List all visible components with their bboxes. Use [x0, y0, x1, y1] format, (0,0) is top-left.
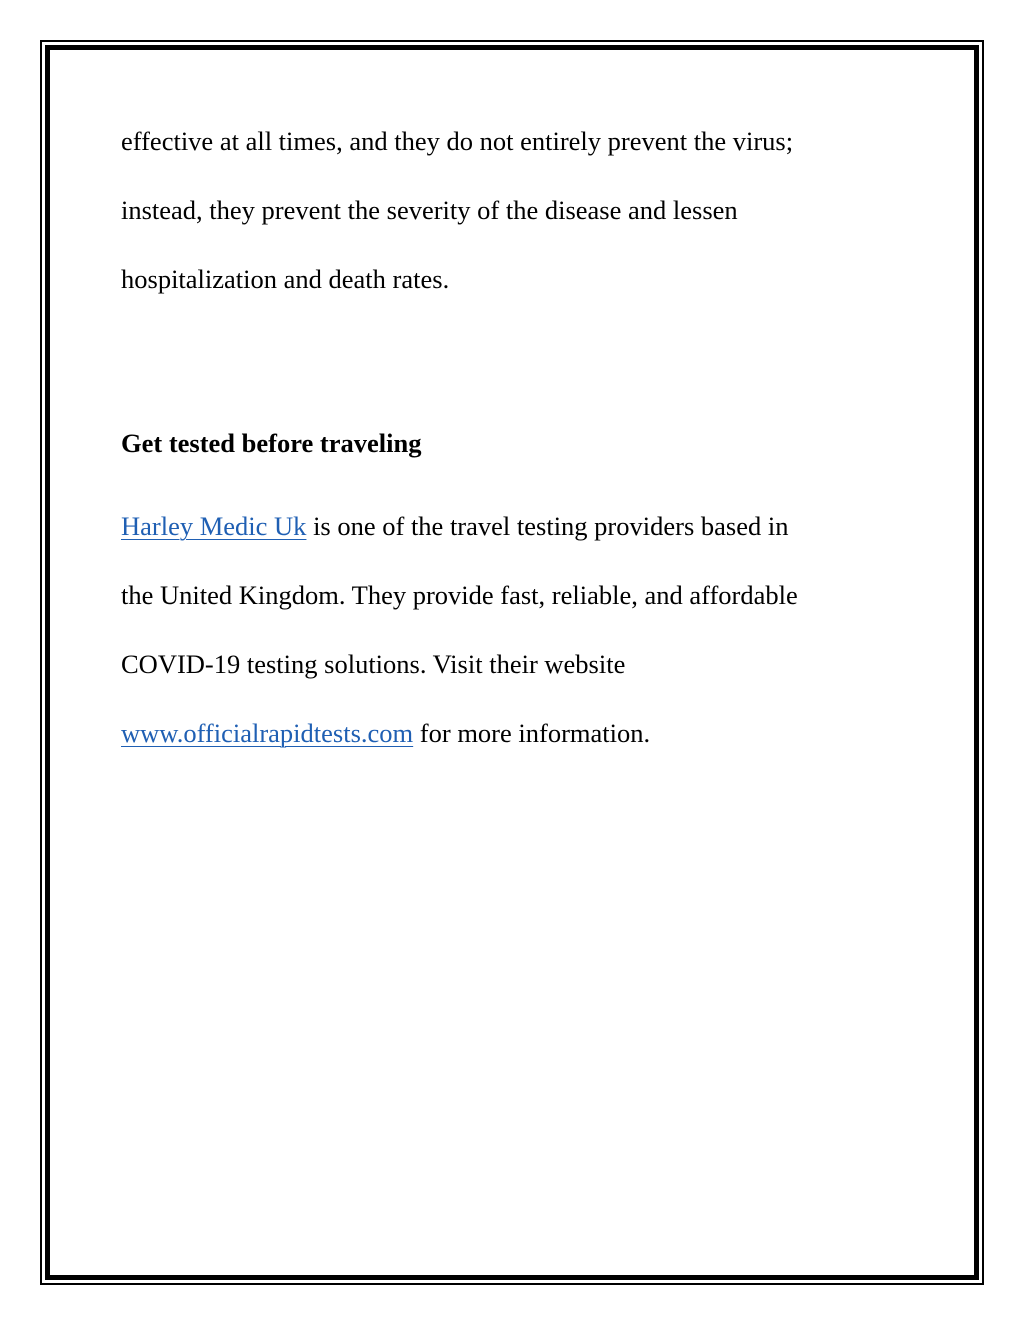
body-text-line: instead, they prevent the severity of the disease and lessen [121, 195, 738, 225]
body-text-line [121, 509, 788, 543]
body-text-line [121, 716, 650, 750]
website-link[interactable]: www.officialrapidtests.com [121, 718, 414, 748]
body-text-line: hospitalization and death rates. [121, 264, 450, 294]
body-text-line: COVID-19 testing solutions. Visit their website [121, 649, 626, 679]
harley-medic-link[interactable]: Harley Medic Uk [121, 511, 307, 541]
body-text-fragment: is one of the travel testing providers based in [306, 511, 789, 541]
body-text-line: effective at all times, and they do not entirely prevent the virus; [121, 126, 794, 156]
body-text-fragment: for more information. [413, 718, 651, 748]
section-heading: Get tested before traveling [121, 428, 422, 458]
body-text-line: the United Kingdom. They provide fast, reliable, and affordable [121, 580, 798, 610]
